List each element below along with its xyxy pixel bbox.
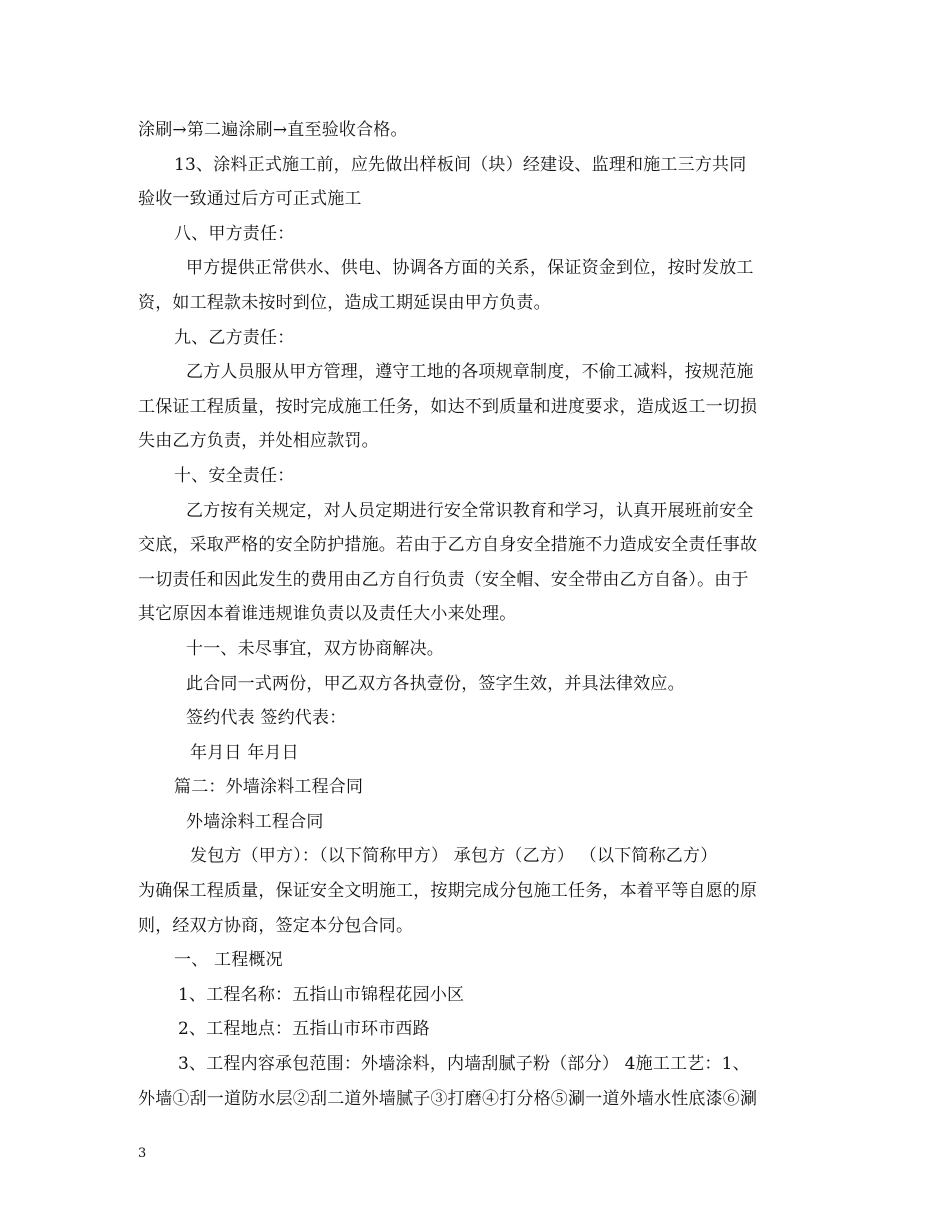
text-line: 工保证工程质量，按时完成施工任务，如达不到质量和进度要求，造成返工一切损 (138, 396, 758, 417)
text-line: 2、工程地点：五指山市环市西路 (178, 1019, 430, 1040)
text-line: 为确保工程质量，保证安全文明施工，按期完成分包施工任务，本着平等自愿的原 (138, 881, 758, 902)
text-line: 其它原因本着谁违规谁负责以及责任大小来处理。 (138, 604, 517, 625)
text-line: 涂刷→第二遍涂刷→直至验收合格。 (138, 120, 408, 140)
section-heading: 八、甲方责任： (174, 223, 295, 244)
text-line: 1、工程名称：五指山市锦程花园小区 (178, 984, 465, 1005)
signature-line: 签约代表 签约代表： (186, 708, 347, 729)
parties-line: 发包方（甲方）：（以下简称甲方） 承包方（乙方） （以下简称乙方） (190, 846, 718, 867)
text-line: 则，经双方协商，签定本分包合同。 (138, 915, 414, 936)
text-line: 此合同一式两份，甲乙双方各执壹份，签字生效，并具法律效应。 (186, 673, 685, 694)
text-line: 外墙①刮一道防水层②刮二道外墙腻子③打磨④打分格⑤涮一道外墙水性底漆⑥涮 (138, 1088, 758, 1109)
text-line: 交底，采取严格的安全防护措施。若由于乙方自身安全措施不力造成安全责任事故 (138, 535, 758, 556)
text-line: 资，如工程款未按时到位，造成工期延误由甲方负责。 (138, 292, 551, 313)
page-number: 3 (138, 1146, 147, 1161)
text-line: 3、工程内容承包范围：外墙涂料，内墙刮腻子粉（部分） 4施工工艺：1、 (178, 1054, 750, 1075)
text-line: 十一、未尽事宜，双方协商解决。 (186, 638, 444, 659)
text-line: 失由乙方负责，并处相应款罚。 (138, 431, 379, 452)
text-line: 验收一致通过后方可正式施工 (138, 189, 362, 210)
text-line: 乙方人员服从甲方管理，遵守工地的各项规章制度，不偷工减料，按规范施 (186, 362, 754, 383)
text-line: 一切责任和因此发生的费用由乙方自行负责（安全帽、安全带由乙方自备）。由于 (138, 569, 749, 590)
document-body (138, 113, 818, 1116)
section-heading: 一、 工程概况 (174, 950, 283, 971)
date-line: 年月日 年月日 (190, 742, 299, 763)
text-line: 甲方提供正常供水、供电、协调各方面的关系，保证资金到位，按时发放工 (186, 258, 754, 279)
chapter-heading: 篇二：外墙涂料工程合同 (174, 777, 364, 798)
text-line: 乙方按有关规定，对人员定期进行安全常识教育和学习，认真开展班前安全 (186, 500, 754, 521)
contract-title: 外墙涂料工程合同 (186, 811, 324, 832)
section-heading: 十、安全责任： (174, 465, 295, 486)
text-line: 13、涂料正式施工前，应先做出样板间（块）经建设、监理和施工三方共同 (174, 154, 747, 175)
section-heading: 九、乙方责任： (174, 327, 295, 348)
